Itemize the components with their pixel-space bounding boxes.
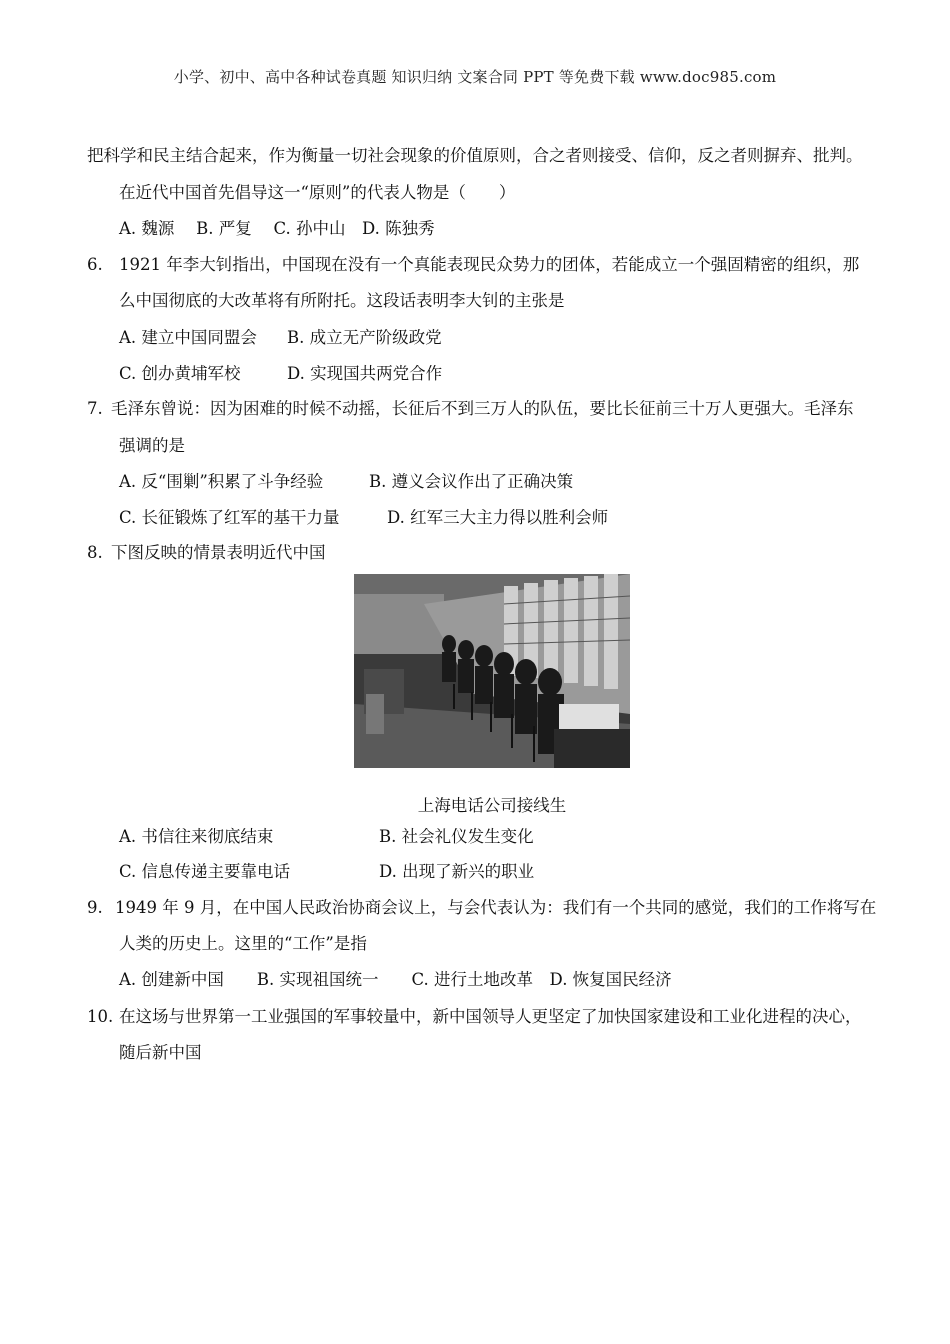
q6-number: 6. xyxy=(87,255,103,274)
photo-caption: 上海电话公司接线生 xyxy=(417,796,567,815)
q9-number: 9. xyxy=(87,898,103,917)
q6-option-d: D. 实现国共两党合作 xyxy=(287,364,443,383)
q10-line1: 在这场与世界第一工业强国的军事较量中，新中国领导人更坚定了加快国家建设和工业化进程的决心， xyxy=(119,1007,862,1026)
q10-number: 10. xyxy=(87,1007,114,1026)
q8-option-a: A. 书信往来彻底结束 xyxy=(119,827,274,846)
q9-line2: 人类的历史上。这里的“工作”是指 xyxy=(119,934,367,953)
q7-option-b: B. 遵义会议作出了正确决策 xyxy=(369,472,574,491)
q7-option-a: A. 反“围剿”积累了斗争经验 xyxy=(119,472,324,491)
q7-option-d: D. 红军三大主力得以胜利会师 xyxy=(387,508,609,527)
q5-options: A. 魏源 B. 严复 C. 孙中山 D. 陈独秀 xyxy=(119,219,435,238)
q7-line1: 毛泽东曾说：因为困难的时候不动摇，长征后不到三万人的队伍，要比长征前三十万人更强大。毛泽东 xyxy=(111,399,854,418)
q7-number: 7. xyxy=(87,399,103,418)
q8-line1: 下图反映的情景表明近代中国 xyxy=(111,543,326,562)
q6-option-a: A. 建立中国同盟会 xyxy=(119,328,257,347)
q6-line2: 么中国彻底的大改革将有所附托。这段话表明李大钊的主张是 xyxy=(119,291,565,310)
telephone-operators-photo xyxy=(354,574,630,768)
page-header: 小学、初中、高中各种试卷真题 知识归纳 文案合同 PPT 等免费下载 www.doc985.com xyxy=(173,68,777,86)
q5-line2: 在近代中国首先倡导这一“原则”的代表人物是（ ） xyxy=(119,183,516,202)
q9-options: A. 创建新中国 B. 实现祖国统一 C. 进行土地改革 D. 恢复国民经济 xyxy=(119,970,672,989)
q6-option-b: B. 成立无产阶级政党 xyxy=(287,328,442,347)
q9-line1: 1949 年 9 月，在中国人民政治协商会议上，与会代表认为：我们有一个共同的感觉，我们的工作将写在 xyxy=(115,898,877,917)
q6-option-c: C. 创办黄埔军校 xyxy=(119,364,241,383)
q6-line1: 1921 年李大钊指出，中国现在没有一个真能表现民众势力的团体，若能成立一个强固精密的组织，那 xyxy=(119,255,860,274)
q5-line1: 把科学和民主结合起来，作为衡量一切社会现象的价值原则，合之者则接受、信仰，反之者则摒弃、批判。 xyxy=(87,146,863,165)
q7-option-c: C. 长征锻炼了红军的基干力量 xyxy=(119,508,340,527)
q7-line2: 强调的是 xyxy=(119,436,185,455)
q8-number: 8. xyxy=(87,543,103,562)
q10-line2: 随后新中国 xyxy=(119,1043,202,1062)
q8-option-b: B. 社会礼仪发生变化 xyxy=(379,827,534,846)
q8-option-c: C. 信息传递主要靠电话 xyxy=(119,862,291,881)
q8-option-d: D. 出现了新兴的职业 xyxy=(379,862,535,881)
